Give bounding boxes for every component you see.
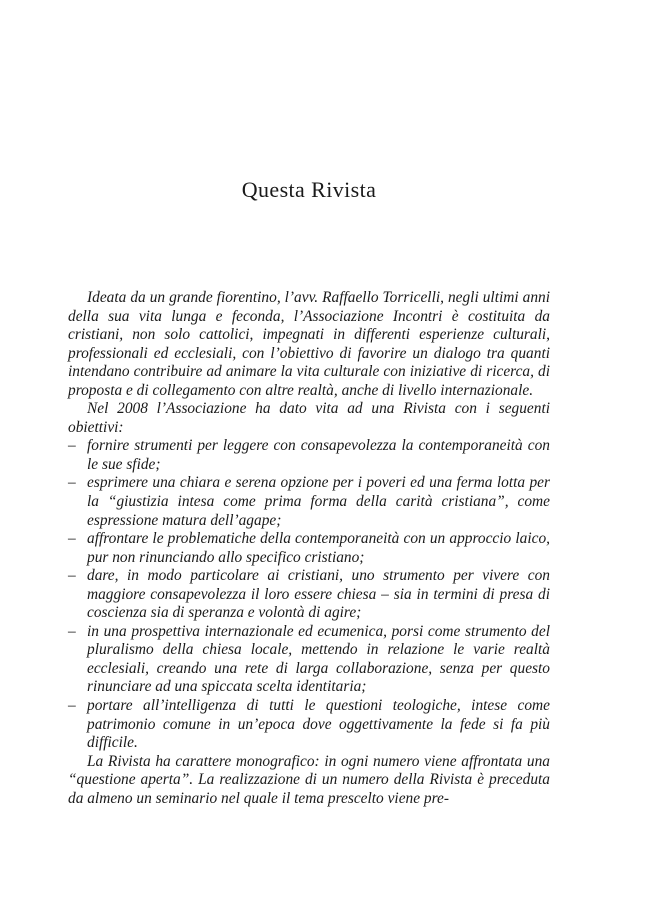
list-item-text: in una prospettiva internazionale ed ecumenica, porsi come strumento del pluralismo della chiesa locale, mettendo in relazione le varie realtà ecclesiali, creando una rete di larga collaborazione, senza per questo rinunciare ad una spiccata scelta identitaria;	[87, 622, 550, 696]
monographic-paragraph: La Rivista ha carattere monografico: in ogni numero viene affrontata una “questione aperta”. La realizzazione di un numero della Rivista è preceduta da almeno un seminario nel quale il tema prescelto viene pre-	[68, 752, 550, 807]
page-title: Questa Rivista	[241, 177, 377, 202]
list-item	[68, 474, 550, 530]
body-text	[68, 289, 550, 808]
list-item-text: dare, in modo particolare ai cristiani, uno strumento per vivere con maggiore consapevolezza il loro essere chiesa – sia in termini di presa di coscienza sia di speranza e volontà di agire;	[87, 567, 550, 622]
list-item	[68, 623, 550, 697]
list-dash: –	[68, 697, 76, 715]
list-item-text: affrontare le problematiche della contemporaneità con un approccio laico, pur non rinunciando allo specifico cristiano;	[87, 530, 550, 566]
list-dash: –	[68, 622, 76, 640]
list-item	[68, 697, 550, 753]
objectives-list	[68, 437, 550, 752]
intro-paragraph: Ideata da un grande fiorentino, l’avv. Raffaello Torricelli, negli ultimi anni della sua vita lunga e feconda, l’Associazione Incontri è costituita da cristiani, non solo cattolici, impegnati in differenti esperienze culturali, professionali ed ecclesiali, con l’obiettivo di favorire un dialogo tra quanti intendano contribuire ad animare la vita culturale con iniziative di ricerca, di proposta e di collegamento con altre realtà, anche di livello internazionale.	[68, 289, 550, 399]
objectives-lead-paragraph: Nel 2008 l’Associazione ha dato vita ad una Rivista con i seguenti obiettivi:	[68, 400, 550, 436]
list-item-text: portare all’intelligenza di tutti le questioni teologiche, intese come patrimonio comune in un’epoca dove oggettivamente la fede si fa più difficile.	[87, 697, 550, 752]
list-dash: –	[68, 474, 76, 492]
list-dash: –	[68, 530, 76, 548]
list-dash: –	[68, 567, 76, 585]
list-item-text: esprimere una chiara e serena opzione per i poveri ed una ferma lotta per la “giustizia intesa come prima forma della carità cristiana”, come espressione matura dell’agape;	[87, 474, 550, 529]
list-item	[68, 530, 550, 567]
list-item	[68, 567, 550, 623]
list-dash: –	[68, 437, 76, 455]
list-item-text: fornire strumenti per leggere con consapevolezza la contemporaneità con le sue sfide;	[87, 437, 550, 473]
list-item	[68, 437, 550, 474]
